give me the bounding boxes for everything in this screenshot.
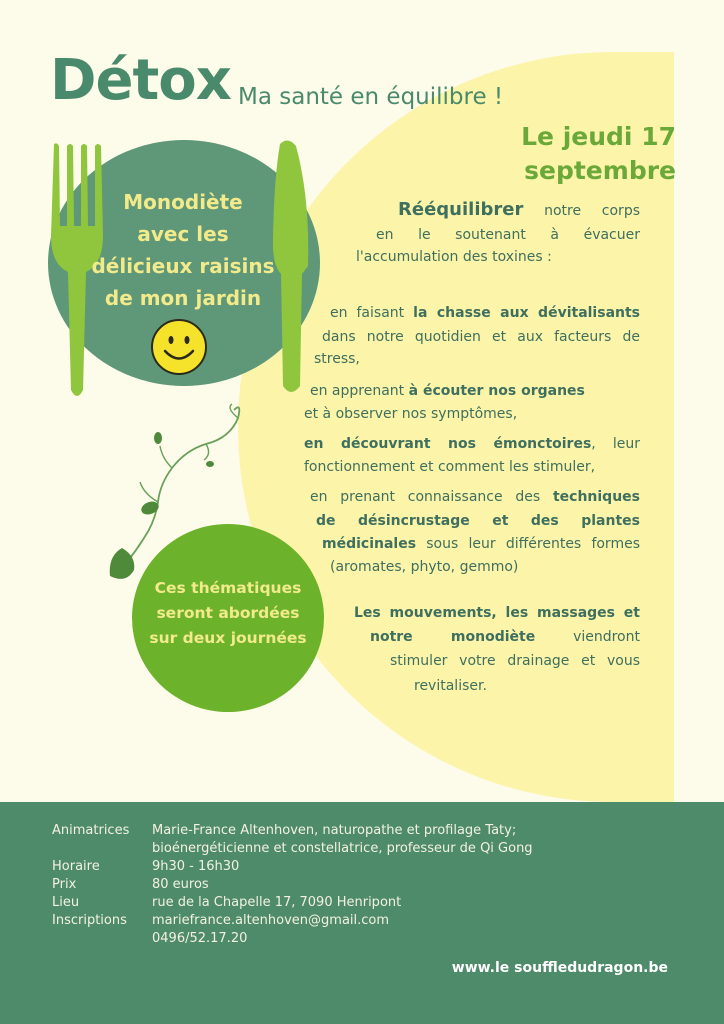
- info-horaire: [52, 858, 239, 876]
- monodiete-line-3: délicieux raisins: [91, 254, 275, 278]
- horaire-value: 9h30 - 16h30: [152, 859, 240, 874]
- themes-line-2: seront abordées: [156, 604, 300, 622]
- prix-value: 80 euros: [152, 877, 209, 892]
- monodiete-line-2: avec les: [137, 222, 229, 246]
- point-4-line-4: (aromates, phyto, gemmo): [330, 559, 519, 575]
- animatrices-label: Animatrices: [52, 823, 130, 838]
- themes-text: [140, 576, 316, 651]
- point-1-line-3: stress,: [314, 351, 360, 367]
- website-link[interactable]: www.le souffledudragon.be: [451, 960, 668, 976]
- point-2-a: en apprenant: [310, 383, 405, 399]
- point-4-b: techniques: [552, 489, 640, 505]
- lieu-value: rue de la Chapelle 17, 7090 Henripont: [152, 895, 402, 910]
- horaire-label: Horaire: [52, 859, 100, 874]
- prix-label: Prix: [52, 877, 77, 892]
- event-date: [521, 120, 676, 188]
- monodiete-line-1: Monodiète: [123, 190, 243, 214]
- smiley-icon: [150, 318, 208, 376]
- page-subtitle: Ma santé en équilibre !: [238, 84, 504, 110]
- point-4-line-2: de désincrustage et des plantes: [316, 513, 640, 529]
- closing-line-3: stimuler votre drainage et vous: [390, 653, 640, 669]
- intro-line-3: l'accumulation des toxines :: [356, 249, 552, 265]
- inscriptions-label: Inscriptions: [52, 913, 127, 928]
- closing-line-1: Les mouvements, les massages et: [354, 605, 640, 621]
- intro-line-2: en le soutenant à évacuer: [376, 227, 640, 243]
- page-title: Détox: [50, 48, 231, 113]
- intro-keyword: Rééquilibrer: [398, 199, 524, 220]
- point-3-line-2: fonctionnement et comment les stimuler,: [304, 459, 596, 475]
- point-1-a: en faisant: [330, 305, 405, 321]
- point-1-line-1: [330, 302, 640, 325]
- lieu-label: Lieu: [52, 895, 80, 910]
- date-line-1: Le jeudi 17: [521, 122, 676, 151]
- closing-line-2-b: viendront: [573, 629, 640, 645]
- point-4-line-3: [322, 533, 640, 556]
- point-4-d: médicinales: [322, 536, 417, 552]
- point-2-b: à écouter nos organes: [408, 383, 585, 399]
- info-animatrices: [52, 822, 516, 840]
- point-1-b: la chasse aux dévitalisants: [413, 305, 641, 321]
- inscriptions-phone: 0496/52.17.20: [152, 931, 248, 946]
- inscriptions-email[interactable]: mariefrance.altenhoven@gmail.com: [152, 913, 390, 928]
- animatrices-value-2: bioénergéticienne et constellatrice, professeur de Qi Gong: [152, 841, 533, 856]
- themes-line-1: Ces thématiques: [154, 579, 302, 597]
- info-lieu: [52, 894, 401, 912]
- point-3-line-1: [304, 433, 640, 456]
- intro-line-1: [398, 198, 640, 223]
- info-inscriptions: [52, 912, 389, 930]
- footer-info: [0, 802, 724, 1024]
- info-phone: [52, 930, 247, 948]
- date-line-2: septembre: [524, 156, 676, 185]
- point-3-b: , leur: [591, 436, 640, 452]
- closing-line-2: [370, 626, 640, 649]
- animatrices-value-1: Marie-France Altenhoven, naturopathe et profilage Taty;: [152, 823, 517, 838]
- point-3-a: en découvrant nos émonctoires: [304, 436, 592, 452]
- info-prix: [52, 876, 209, 894]
- monodiete-text: [70, 186, 296, 314]
- intro-line-1-rest: notre corps: [544, 203, 640, 219]
- themes-line-3: sur deux journées: [149, 629, 307, 647]
- closing-line-2-a: notre monodiète: [370, 629, 536, 645]
- point-2-line-2: et à observer nos symptômes,: [304, 406, 518, 422]
- point-1-line-2: dans notre quotidien et aux facteurs de: [322, 329, 640, 345]
- closing-line-4: revitaliser.: [414, 678, 487, 694]
- monodiete-line-4: de mon jardin: [104, 286, 262, 310]
- point-4-e: sous leur différentes formes: [426, 536, 640, 552]
- point-4-line-1: [310, 486, 640, 509]
- point-4-a: en prenant connaissance des: [310, 489, 541, 505]
- info-animatrices-2: [52, 840, 533, 858]
- point-2-line-1: [310, 380, 640, 403]
